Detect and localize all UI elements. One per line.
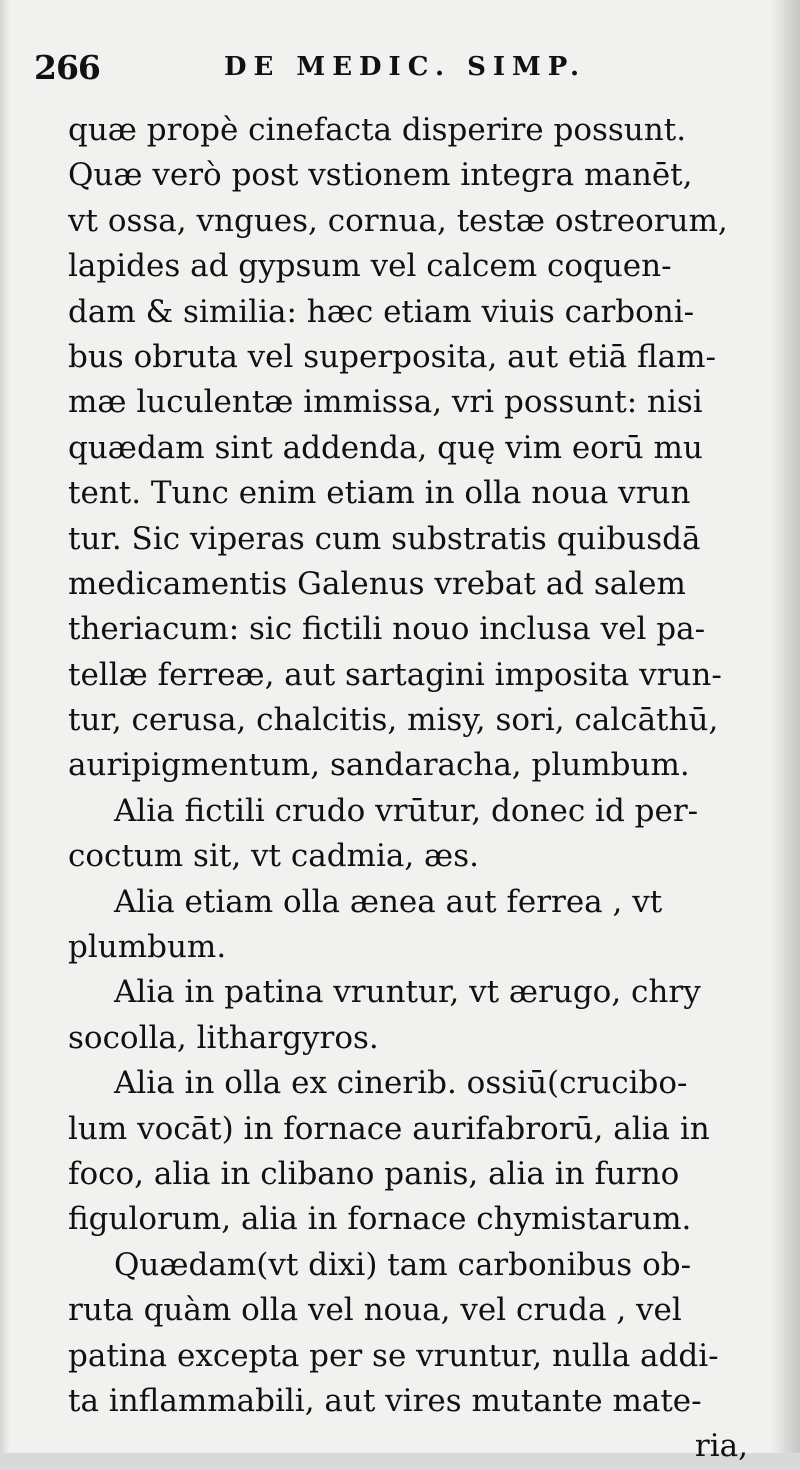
- text-line: Alia fictili crudo vrūtur, donec id per-: [114, 792, 699, 829]
- text-line: coctum sit, vt cadmia, æs.: [68, 838, 479, 875]
- text-line: tent. Tunc enim etiam in olla noua vrun: [68, 475, 691, 512]
- text-line: plumbum.: [68, 929, 227, 966]
- text-line: ria,: [694, 1428, 748, 1465]
- text-line: Quæ verò post vstionem integra manēt,: [68, 157, 693, 194]
- text-line: medicamentis Galenus vrebat ad salem: [68, 565, 686, 602]
- text-line: tellæ ferreæ, aut sartagini imposita vrun-: [68, 656, 722, 693]
- text-line: ta inflammabili, aut vires mutante mate-: [68, 1382, 702, 1419]
- page-edge-shadow: [770, 0, 800, 1453]
- text-line: Quædam(vt dixi) tam carbonibus ob-: [114, 1246, 692, 1283]
- text-line: quædam sint addenda, quę vim eorū mu: [68, 429, 703, 466]
- running-head: DE MEDIC. SIMP.: [224, 52, 587, 82]
- text-line: theriacum: sic fictili nouo inclusa vel pa-: [68, 611, 706, 648]
- text-line: tur, cerusa, chalcitis, misy, sori, calcāthū,: [68, 702, 719, 739]
- page-number: 266: [34, 48, 100, 87]
- text-line: lum vocāt) in fornace aurifabrorū, alia in: [68, 1110, 710, 1147]
- text-line: patina excepta per se vruntur, nulla addi-: [68, 1337, 719, 1374]
- text-line: foco, alia in clibano panis, alia in furno: [68, 1155, 680, 1192]
- text-line: vt ossa, vngues, cornua, testæ ostreorum,: [68, 202, 728, 239]
- page-gutter-shadow: [0, 0, 10, 1453]
- text-line: lapides ad gypsum vel calcem coquen-: [68, 248, 672, 285]
- text-line: auripigmentum, sandaracha, plumbum.: [68, 747, 690, 784]
- text-line: dam & similia: hæc etiam viuis carboni-: [68, 293, 695, 330]
- text-line: figulorum, alia in fornace chymistarum.: [68, 1201, 692, 1238]
- text-line: Alia etiam olla ænea aut ferrea , vt: [114, 883, 663, 920]
- text-line: ruta quàm olla vel noua, vel cruda , vel: [68, 1292, 682, 1329]
- text-line: socolla, lithargyros.: [68, 1019, 379, 1056]
- text-line: mæ luculentæ immissa, vri possunt: nisi: [68, 384, 703, 421]
- body-text: [68, 108, 748, 1470]
- text-line: bus obruta vel superposita, aut etiā flam-: [68, 338, 716, 375]
- text-line: tur. Sic viperas cum substratis quibusdā: [68, 520, 701, 557]
- text-line: quæ propè cinefacta disperire possunt.: [68, 112, 687, 148]
- page-header: [34, 48, 774, 98]
- text-line: Alia in patina vruntur, vt ærugo, chry: [114, 974, 701, 1011]
- text-line: Alia in olla ex cinerib. ossiū(crucibo-: [114, 1065, 688, 1102]
